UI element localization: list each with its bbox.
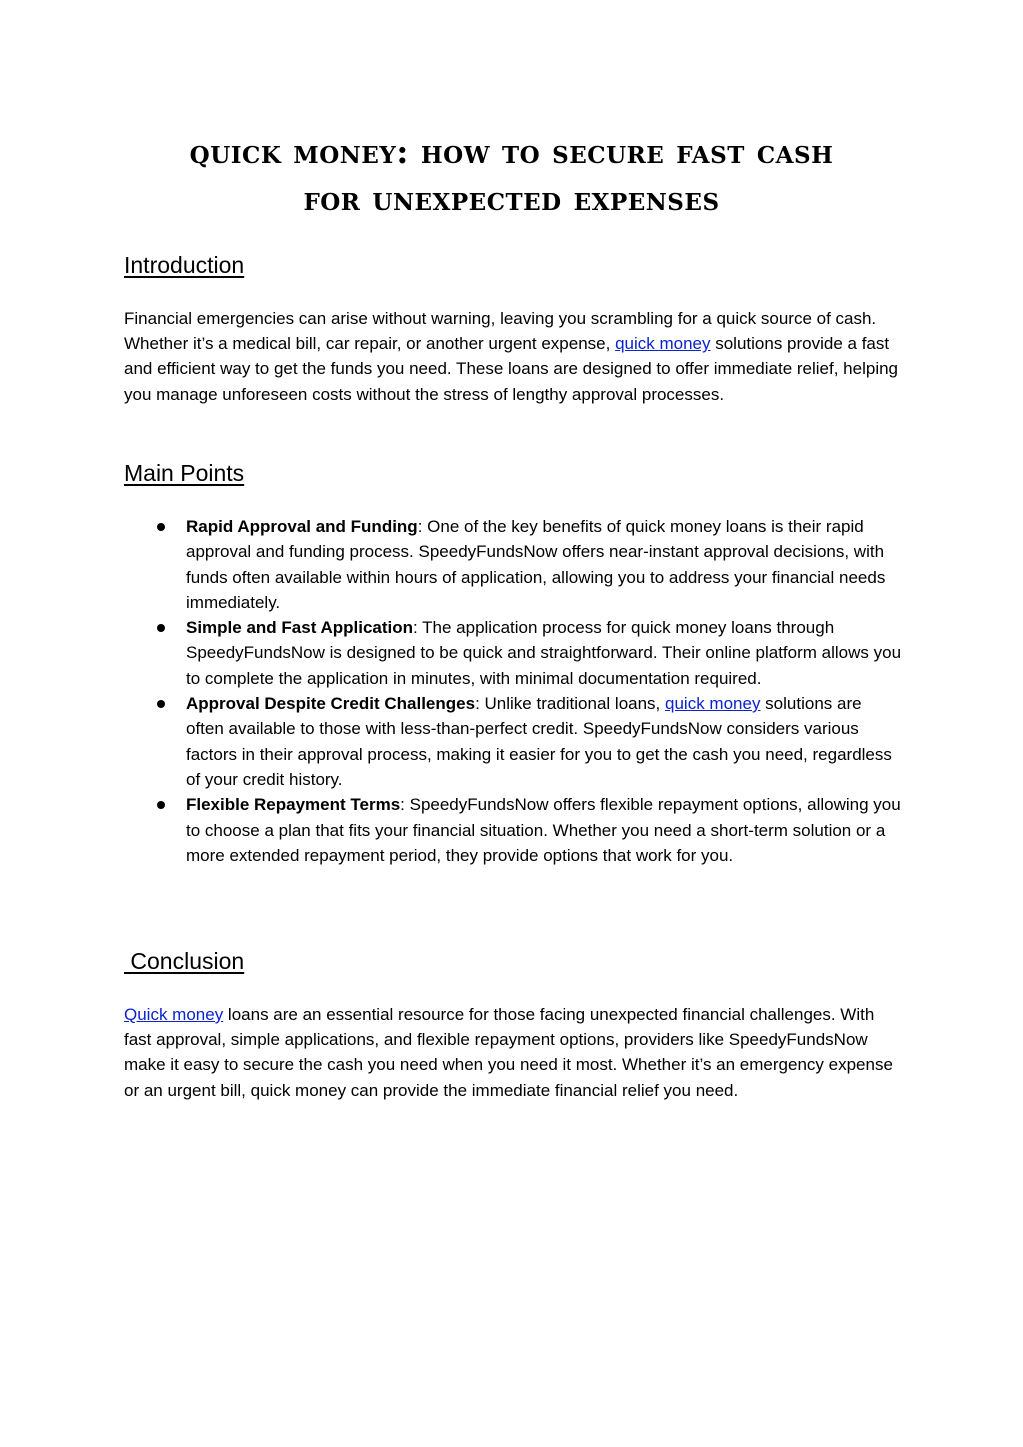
introduction-text-end: solutions provide a fast and efficient way to get the funds you need. These loans are designed to offer immediate relief, helping you manage unforeseen costs without the stress of lengthy approval processes. [124,334,899,404]
title-line-2: for unexpected expenses [303,179,720,218]
main-points-list [124,514,904,868]
bullet-title: Simple and Fast Application [186,618,414,638]
conclusion-paragraph [124,1002,904,1103]
list-item-flexible-repayment [124,792,904,868]
list-item-credit-challenges [124,691,904,792]
main-points-heading: Main Points [124,460,245,486]
bullet-icon [157,801,165,809]
title-line-1: quick money: how to secure fast cash [189,132,834,171]
conclusion-text: loans are an essential resource for those facing unexpected financial challenges. With fast approval, simple applications, and flexible repayment options, providers like SpeedyFundsNow make it easy to secure the cash you need when you need it most. Whether it’s an emergency expense or an urgent bill, quick money can provide the immediate financial relief you need. [124,1005,893,1100]
bullet-icon [157,624,165,632]
quick-money-link-intro[interactable]: quick money [615,334,711,354]
bullet-title: Flexible Repayment Terms [186,795,401,815]
quick-money-link-conclusion[interactable]: Quick money [124,1005,224,1024]
bullet-text-start: : Unlike traditional loans, [475,694,666,714]
bullet-text: : The application process for quick money loans through SpeedyFundsNow is designed to be quick and straightforward. Their online platform allows you to complete the application in minutes, with minimal documentation required. [186,618,902,688]
bullet-icon [157,523,165,531]
quick-money-link-bullet[interactable]: quick money [665,694,761,714]
list-item-rapid-approval [124,514,904,615]
introduction-paragraph [124,306,904,407]
bullet-title: Rapid Approval and Funding [186,517,418,536]
bullet-text: : SpeedyFundsNow offers flexible repayment options, allowing you to choose a plan that fits your financial situation. Whether you need a short-term solution or a more extended repayment period, they provide options that work for you. [186,795,901,865]
introduction-heading: Introduction [124,252,245,278]
bullet-title: Approval Despite Credit Challenges [186,694,476,714]
bullet-text: : One of the key benefits of quick money loans is their rapid approval and funding process. SpeedyFundsNow offers near-instant approval decisions, with funds often available within hours of application, allowing you to address your financial needs immediately. [186,517,886,612]
bullet-icon [157,700,165,708]
bullet-text-end: solutions are often available to those with less-than-perfect credit. SpeedyFundsNow considers various factors in their approval process, making it easier for you to get the cash you need, regardless of your credit history. [186,694,892,789]
page-title [0,128,1023,222]
conclusion-heading: Conclusion [124,948,245,974]
list-item-simple-application [124,615,904,691]
introduction-text-start: Financial emergencies can arise without warning, leaving you scrambling for a quick source of cash. Whether it’s a medical bill, car repair, or another urgent expense, [124,309,877,354]
